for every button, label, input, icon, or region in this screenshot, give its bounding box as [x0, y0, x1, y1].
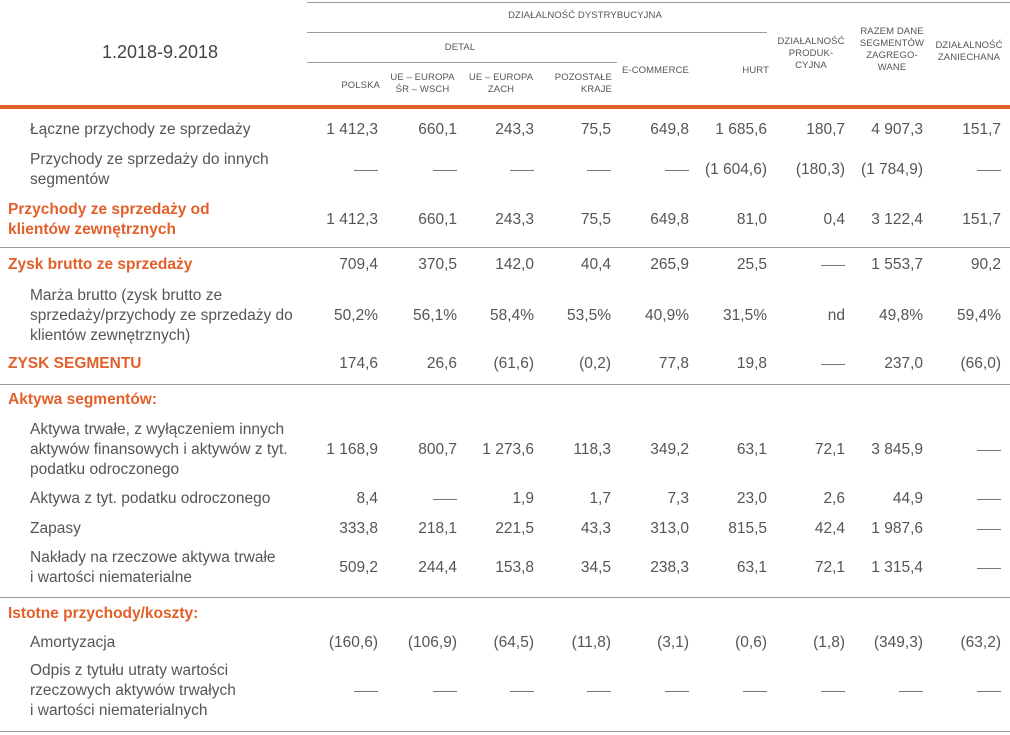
row-separator	[0, 597, 1010, 598]
table-cell: (63,2)	[960, 634, 1001, 651]
table-cell: 7,3	[667, 490, 689, 507]
empty-dash	[354, 170, 378, 171]
table-cell: 174,6	[339, 355, 378, 372]
table-cell: 118,3	[573, 441, 611, 458]
table-cell: (349,3)	[873, 634, 923, 651]
table-cell: 40,4	[580, 256, 611, 273]
row-label: Amortyzacja	[30, 634, 116, 651]
table-cell: 63,1	[736, 441, 767, 458]
table-cell: 40,9%	[645, 307, 689, 324]
column-header-1: POLSKA	[341, 80, 380, 91]
empty-dash	[743, 691, 767, 692]
table-cell: (0,2)	[579, 355, 611, 372]
table-cell: 81,0	[736, 211, 767, 228]
column-header-6: HURT	[742, 65, 769, 76]
row-separator	[0, 247, 1010, 248]
table-cell: 151,7	[962, 211, 1001, 228]
table-cell: 31,5%	[723, 307, 767, 324]
table-cell: (66,0)	[960, 355, 1001, 372]
detal-underline	[307, 62, 617, 63]
table-cell: 649,8	[650, 121, 689, 138]
table-cell: 49,8%	[879, 307, 923, 324]
table-cell: 1 273,6	[482, 441, 534, 458]
table-cell: 1 987,6	[871, 520, 923, 537]
table-cell: 75,5	[580, 211, 611, 228]
table-cell: 237,0	[884, 355, 923, 372]
empty-dash	[587, 170, 611, 171]
table-cell: (61,6)	[493, 355, 534, 372]
section-label: Przychody ze sprzedaży od klientów zewnętrznych	[8, 201, 210, 238]
row-label: Marża brutto (zysk brutto ze sprzedaży/przychody ze sprzedaży do klientów zewnętrznych)	[30, 287, 293, 344]
empty-dash	[510, 691, 534, 692]
table-cell: 26,6	[426, 355, 457, 372]
empty-dash	[977, 568, 1001, 569]
empty-dash	[977, 450, 1001, 451]
table-cell: 180,7	[806, 121, 845, 138]
table-cell: 151,7	[962, 121, 1001, 138]
table-cell: 800,7	[418, 441, 457, 458]
table-cell: 218,1	[418, 520, 457, 537]
column-header-3: UE – EUROPA ZACH	[468, 72, 534, 95]
empty-dash	[433, 691, 457, 692]
table-cell: 0,4	[823, 211, 845, 228]
table-cell: 238,3	[650, 559, 689, 576]
table-cell: 72,1	[814, 559, 845, 576]
table-cell: 153,8	[495, 559, 534, 576]
table-cell: 77,8	[658, 355, 689, 372]
table-cell: (1 604,6)	[704, 161, 767, 178]
table-cell: 56,1%	[413, 307, 457, 324]
section-label: ZYSK SEGMENTU	[8, 355, 142, 372]
table-cell: 34,5	[580, 559, 611, 576]
row-label: Aktywa trwałe, z wyłączeniem innych aktywów finansowych i aktywów z tyt. podatku odroczonego	[30, 421, 288, 478]
empty-dash	[821, 691, 845, 692]
table-cell: 25,5	[736, 256, 767, 273]
empty-dash	[587, 691, 611, 692]
table-cell: 142,0	[495, 256, 534, 273]
row-separator	[0, 384, 1010, 385]
empty-dash	[665, 691, 689, 692]
table-cell: 243,3	[495, 121, 534, 138]
table-cell: 265,9	[650, 256, 689, 273]
empty-dash	[354, 691, 378, 692]
table-cell: 75,5	[580, 121, 611, 138]
detal-header: DETAL	[444, 42, 476, 53]
section-label: Zysk brutto ze sprzedaży	[8, 256, 193, 273]
empty-dash	[433, 170, 457, 171]
table-cell: (0,6)	[735, 634, 767, 651]
table-cell: 42,4	[814, 520, 845, 537]
column-header-7: DZIAŁALNOŚĆ PRODUK- CYJNA	[777, 36, 845, 71]
column-header-8: RAZEM DANE SEGMENTÓW ZAGREGO- WANE	[859, 26, 925, 73]
row-label: Zapasy	[30, 520, 81, 537]
column-header-2: UE – EUROPA ŚR – WSCH	[390, 72, 455, 95]
section-label: Aktywa segmentów:	[8, 391, 158, 408]
table-cell: 90,2	[970, 256, 1001, 273]
table-cell: 1 315,4	[871, 559, 923, 576]
table-cell: 649,8	[650, 211, 689, 228]
empty-dash	[977, 499, 1001, 500]
section-label: Istotne przychody/koszty:	[8, 605, 199, 622]
table-cell: 3 845,9	[871, 441, 923, 458]
table-cell: 349,2	[650, 441, 689, 458]
row-label: Łączne przychody ze sprzedaży	[30, 121, 251, 138]
empty-dash	[977, 170, 1001, 171]
column-header-5: E-COMMERCE	[622, 65, 689, 76]
group-header-underline	[307, 32, 767, 33]
empty-dash	[977, 691, 1001, 692]
table-cell: (160,6)	[328, 634, 378, 651]
table-cell: (1,8)	[813, 634, 845, 651]
table-cell: 313,0	[650, 520, 689, 537]
column-header-4: POZOSTAŁE KRAJE	[554, 72, 612, 95]
table-cell: 244,4	[418, 559, 457, 576]
header-accent-rule	[0, 105, 1010, 109]
table-cell: 243,3	[495, 211, 534, 228]
table-cell: (11,8)	[571, 634, 611, 651]
table-cell: nd	[827, 307, 845, 324]
table-cell: 660,1	[418, 211, 457, 228]
table-cell: 1 412,3	[326, 121, 378, 138]
empty-dash	[899, 691, 923, 692]
table-cell: 1 685,6	[715, 121, 767, 138]
bottom-rule	[0, 731, 1010, 732]
table-cell: 509,2	[339, 559, 378, 576]
table-cell: 1 553,7	[871, 256, 923, 273]
table-cell: 3 122,4	[871, 211, 923, 228]
table-cell: (1 784,9)	[860, 161, 923, 178]
table-cell: 50,2%	[334, 307, 378, 324]
table-cell: 58,4%	[490, 307, 534, 324]
empty-dash	[510, 170, 534, 171]
empty-dash	[977, 529, 1001, 530]
table-cell: 709,4	[339, 256, 378, 273]
table-cell: 72,1	[814, 441, 845, 458]
table-cell: 1,9	[512, 490, 534, 507]
table-cell: (180,3)	[795, 161, 845, 178]
table-cell: 44,9	[892, 490, 923, 507]
table-cell: (106,9)	[407, 634, 457, 651]
table-cell: 660,1	[418, 121, 457, 138]
table-cell: 59,4%	[957, 307, 1001, 324]
table-cell: 1 412,3	[326, 211, 378, 228]
period-label: 1.2018-9.2018	[101, 42, 219, 62]
table-cell: 43,3	[580, 520, 611, 537]
table-cell: (3,1)	[657, 634, 689, 651]
table-cell: 815,5	[728, 520, 767, 537]
table-cell: 2,6	[823, 490, 845, 507]
group-header-distribution: DZIAŁALNOŚĆ DYSTRYBUCYJNA	[508, 10, 662, 21]
table-cell: 370,5	[418, 256, 457, 273]
top-rule	[307, 2, 1010, 3]
row-label: Aktywa z tyt. podatku odroczonego	[30, 490, 271, 507]
table-cell: 23,0	[736, 490, 767, 507]
table-cell: 4 907,3	[871, 121, 923, 138]
table-cell: 53,5%	[567, 307, 611, 324]
table-cell: 19,8	[736, 355, 767, 372]
row-label: Odpis z tytułu utraty wartości rzeczowych aktywów trwałych i wartości niematerialnych	[30, 662, 236, 719]
row-label: Przychody ze sprzedaży do innych segmentów	[30, 151, 269, 188]
table-cell: 63,1	[736, 559, 767, 576]
table-cell: 1,7	[589, 490, 611, 507]
table-cell: 1 168,9	[326, 441, 378, 458]
row-label: Nakłady na rzeczowe aktywa trwałe i wartości niematerialne	[30, 549, 276, 586]
column-header-9: DZIAŁALNOŚĆ ZANIECHANA	[935, 40, 1003, 63]
table-cell: 333,8	[339, 520, 378, 537]
table-cell: 221,5	[495, 520, 534, 537]
table-cell: (64,5)	[493, 634, 534, 651]
table-cell: 8,4	[356, 490, 378, 507]
